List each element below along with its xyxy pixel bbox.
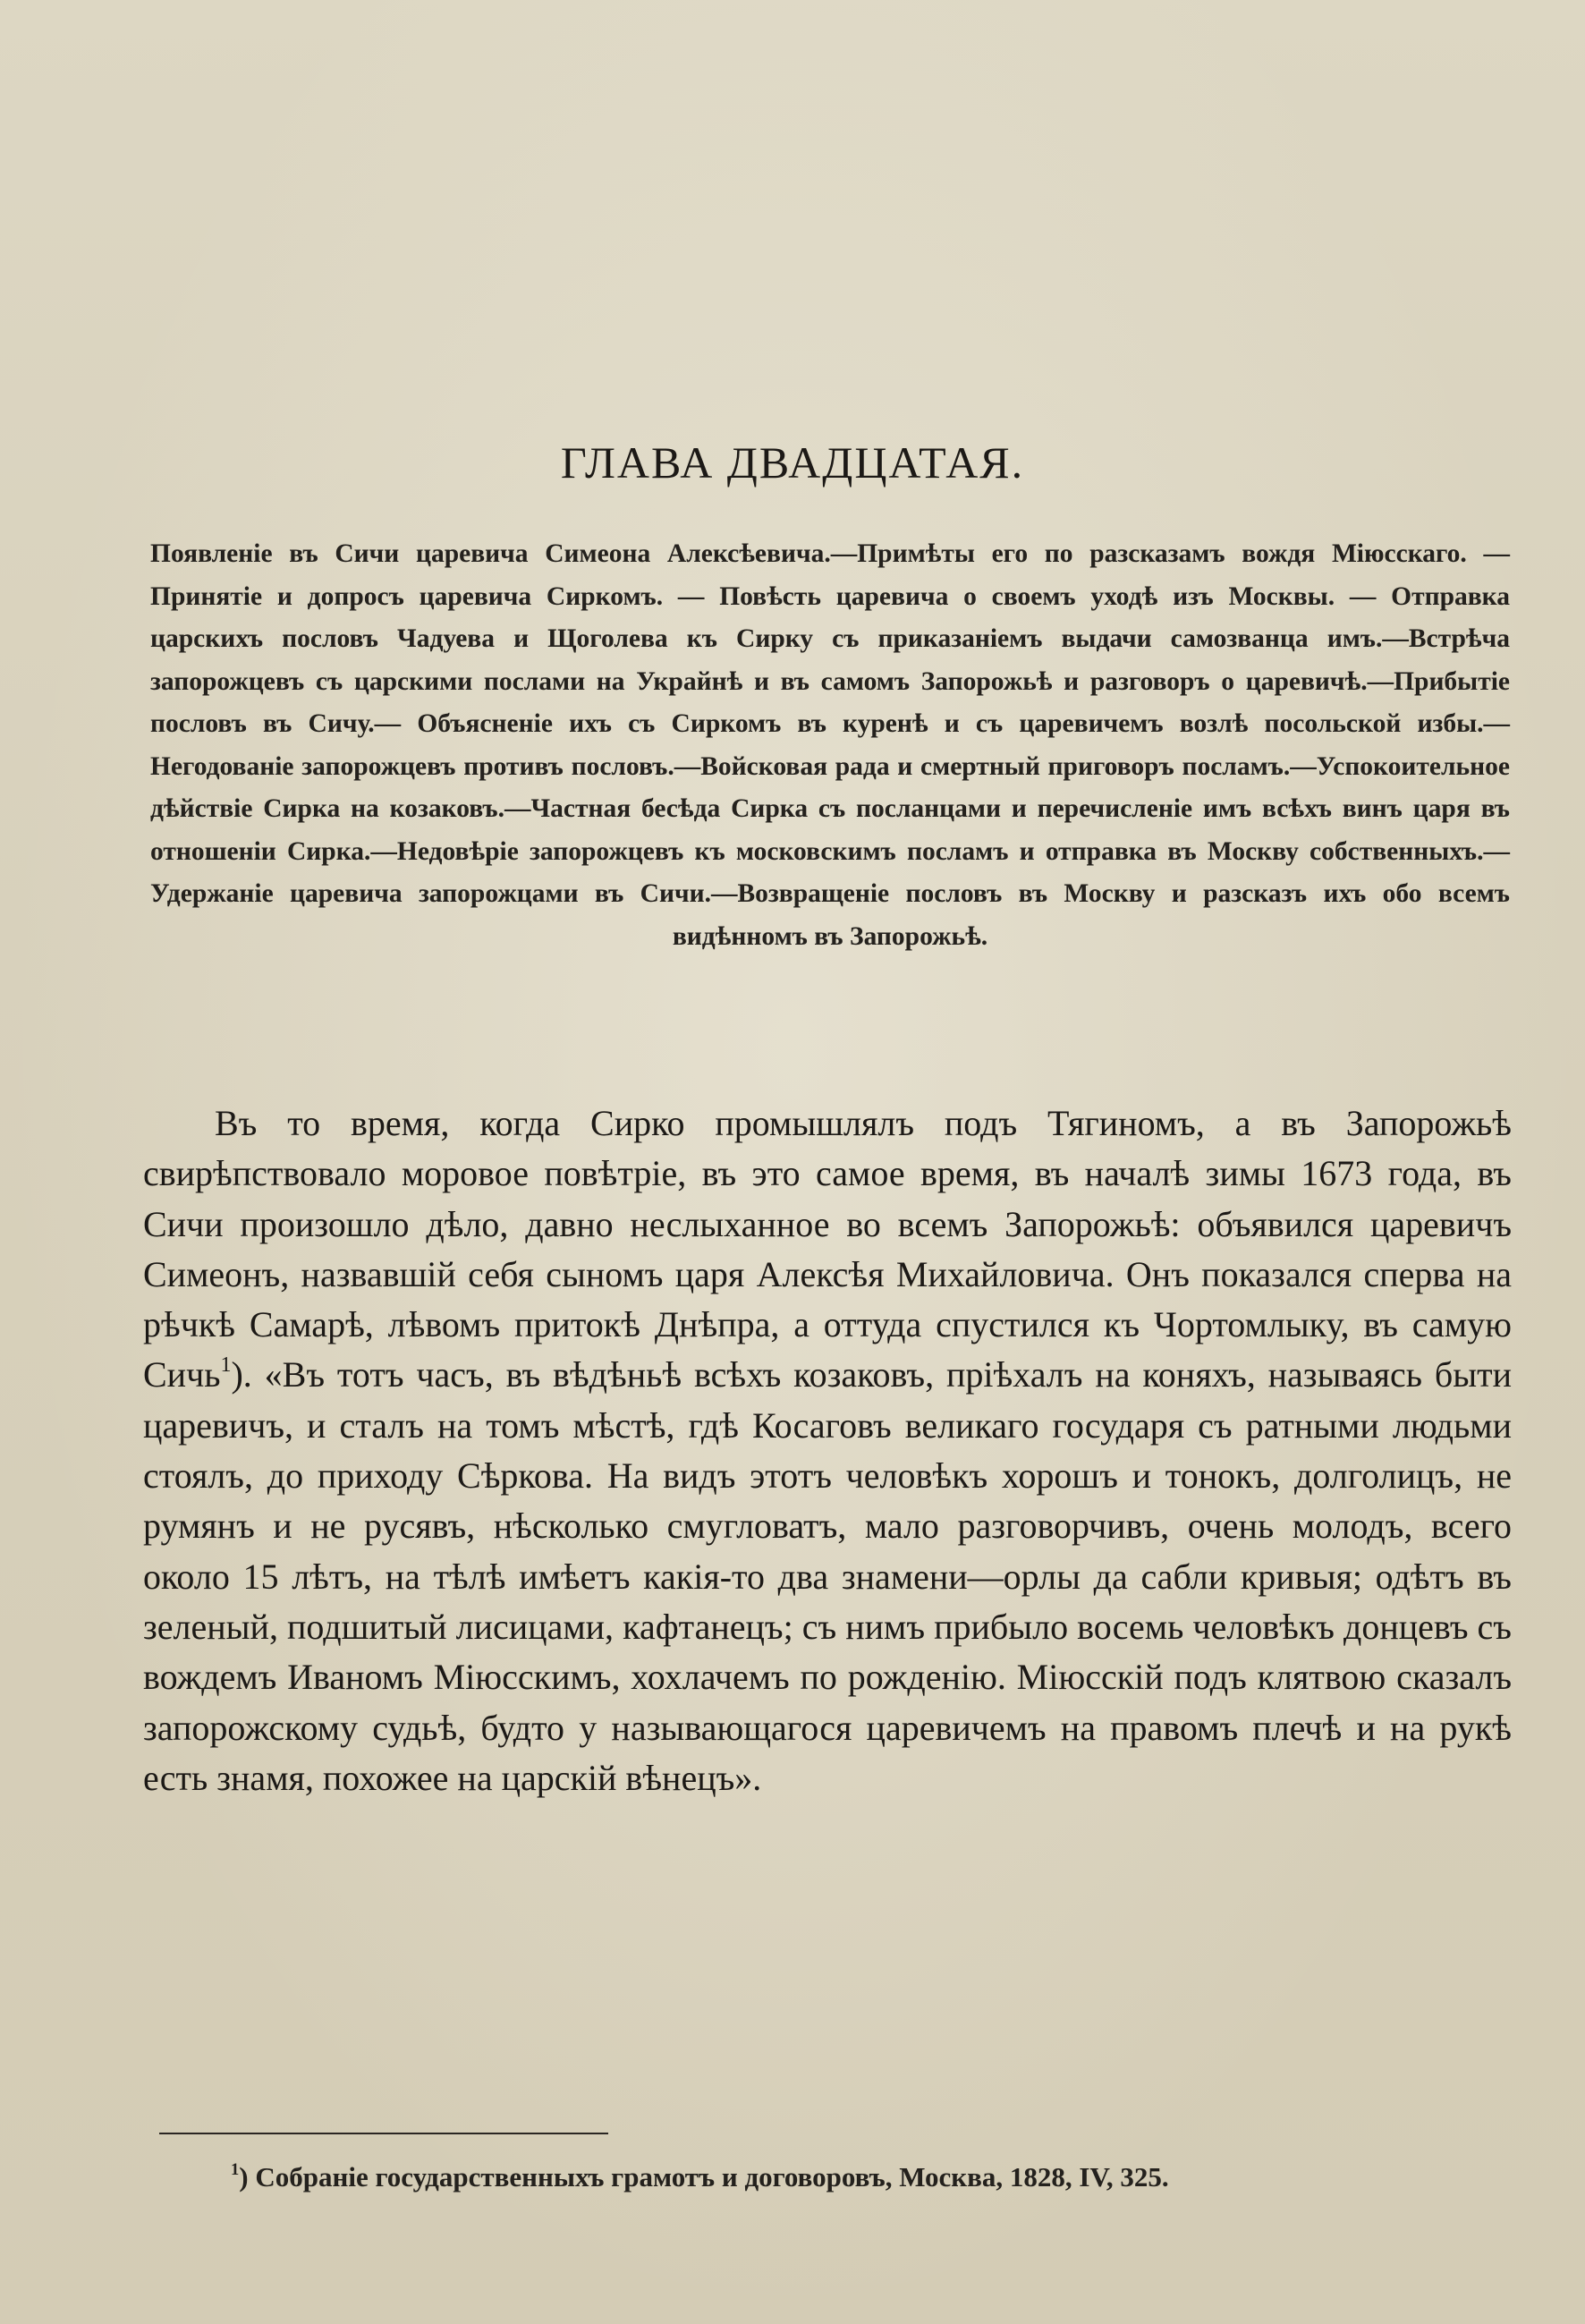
footnote-divider [159,2133,608,2134]
body-text-part-1: Въ то время, когда Сирко промышлялъ подъ Тягиномъ, а въ Запорожьѣ свирѣпствовало моровое повѣтріе, въ это самое время, въ началѣ зимы 1673 года, въ Сичи произошло дѣло, давно неслыханное во всемъ Запорожьѣ: объявился царевичъ Симеонъ, назвавшій себя сыномъ царя Алексѣя Михайловича. Онъ показался сперва на рѣчкѣ Самарѣ, лѣвомъ притокѣ Днѣпра, а оттуда спустился къ Чортомлыку, въ самую Сичь [143,1103,1512,1395]
chapter-title: ГЛАВА ДВАДЦАТАЯ. [560,437,1025,488]
body-text-part-2: ). «Въ тотъ часъ, въ вѣдѣньѣ всѣхъ козаковъ, пріѣхалъ на коняхъ, называясь быти царевичъ, и сталъ на томъ мѣстѣ, гдѣ Косаговъ великаго государя съ ратными людьми стоялъ, до приходу Сѣркова. На видъ этотъ человѣкъ хорошъ и тонокъ, долголицъ, не румянъ и не русявъ, нѣсколько смугловатъ, мало разговорчивъ, очень молодъ, всего около 15 лѣтъ, на тѣлѣ имѣетъ какія-то два знамени—орлы да сабли кривыя; одѣтъ въ зеленый, подшитый лисицами, кафтанецъ; съ нимъ прибыло восемь человѣкъ донцевъ съ вождемъ Иваномъ Міюсскимъ, хохлачемъ по рожденію. Міюсскій подъ клятвою сказалъ запорожскому судьѣ, будто у называющагося царевичемъ на правомъ плечѣ и на рукѣ есть знамя, похожее на царскій вѣнецъ». [143,1354,1512,1798]
footnote [231,2158,1519,2197]
footnote-mark: 1 [231,2159,240,2179]
footnote-text: ) Собраніе государственныхъ грамотъ и договоровъ, Москва, 1828, IV, 325. [239,2161,1169,2193]
body-paragraph [143,1098,1512,1803]
footnote-reference[interactable]: 1 [220,1353,232,1378]
chapter-summary: Появленіе въ Сичи царевича Симеона Алексѣевича.—Примѣты его по разсказамъ вождя Міюсскаго. — Принятіе и допросъ царевича Сиркомъ. — Повѣсть царевича о своемъ уходѣ изъ Москвы. — Отправка царскихъ пословъ Чадуева и Щоголева къ Сирку съ приказаніемъ выдачи самозванца имъ.—Встрѣча запорожцевъ съ царскими послами на Украйнѣ и въ самомъ Запорожьѣ и разговоръ о царевичѣ.—Прибытіе пословъ въ Сичу.— Объясненіе ихъ съ Сиркомъ въ куренѣ и съ царевичемъ возлѣ посольской избы.—Негодованіе запорожцевъ противъ пословъ.—Войсковая рада и смертный приговоръ посламъ.—Успокоительное дѣйствіе Сирка на козаковъ.—Частная бесѣда Сирка съ посланцами и перечисленіе имъ всѣхъ винъ царя въ отношеніи Сирка.—Недовѣріе запорожцевъ къ московскимъ посламъ и отправка въ Москву собственныхъ.—Удержаніе царевича запорожцами въ Сичи.—Возвращеніе пословъ въ Москву и разсказъ ихъ обо всемъ видѣнномъ въ Запорожьѣ. [150,539,1510,951]
reverse-side-bleed-through [179,54,1485,394]
